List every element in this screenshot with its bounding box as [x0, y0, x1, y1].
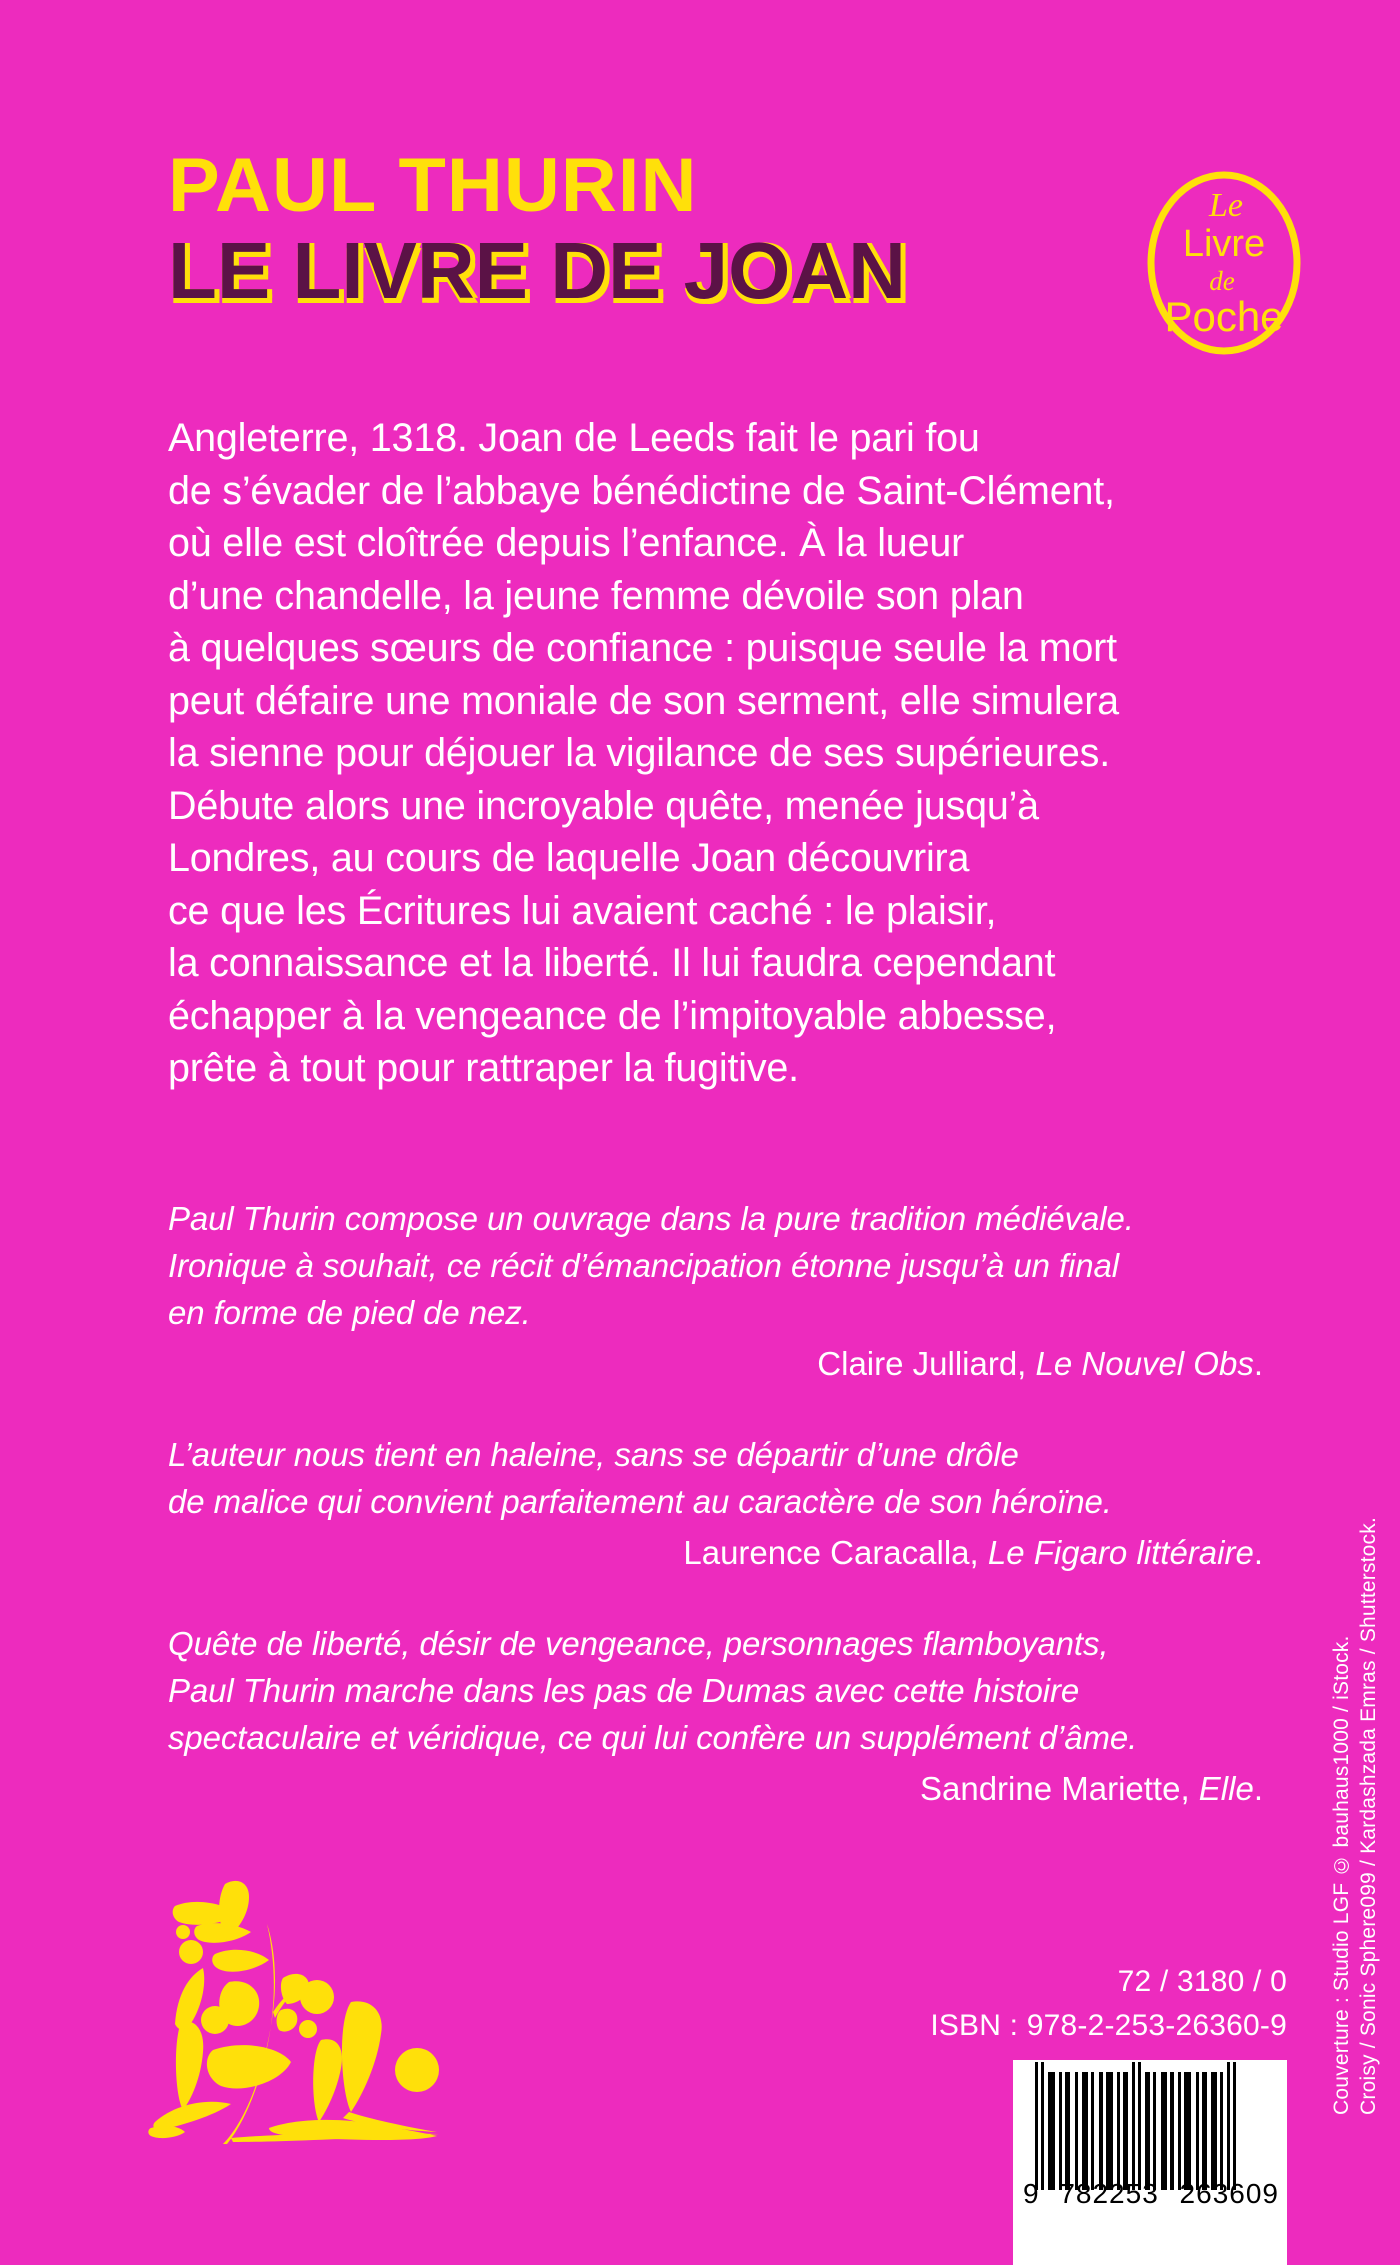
barcode [1013, 2060, 1287, 2265]
logo-line-poche: Poche [1164, 293, 1284, 340]
synopsis-line: de s’évader de l’abbaye bénédictine de Saint-Clément, [168, 468, 1115, 513]
quote-line: Quête de liberté, désir de vengeance, personnages flamboyants, [168, 1625, 1109, 1662]
quote-line: Paul Thurin compose un ouvrage dans la pure tradition médiévale. [168, 1200, 1134, 1237]
cover-header [168, 143, 1168, 315]
synopsis-line: Londres, au cours de laquelle Joan découvrira [168, 836, 970, 880]
quote-attribution [168, 1529, 1263, 1576]
quote-reviewer: Laurence Caracalla, [683, 1534, 988, 1571]
quote-line: de malice qui convient parfaitement au caractère de son héroïne. [168, 1483, 1112, 1520]
barcode-group-2: 263609 [1179, 2178, 1279, 2209]
press-quote [168, 1431, 1263, 1576]
quote-attr-trailing: . [1253, 1345, 1263, 1382]
press-quote [168, 1620, 1263, 1812]
floral-ornament-icon [145, 1872, 445, 2147]
quote-line: Paul Thurin marche dans les pas de Dumas avec cette histoire [168, 1672, 1080, 1709]
quote-line: spectaculaire et véridique, ce qui lui confère un supplément d’âme. [168, 1719, 1138, 1756]
quote-reviewer: Sandrine Mariette, [919, 1770, 1199, 1807]
price-code: 72 / 3180 / 0 [1117, 1965, 1287, 1998]
synopsis-line: prête à tout pour rattraper la fugitive. [168, 1046, 799, 1090]
barcode-group-1: 782253 [1059, 2178, 1159, 2209]
isbn-code: ISBN : 978-2-253-26360-9 [930, 2009, 1287, 2042]
synopsis-line: la sienne pour déjouer la vigilance de ses supérieures. [168, 731, 1110, 775]
press-quote [168, 1195, 1263, 1387]
synopsis-line: ce que les Écritures lui avaient caché : le plaisir, [168, 888, 997, 933]
quote-attribution [168, 1340, 1263, 1387]
code-block [930, 1960, 1287, 2048]
synopsis-line: où elle est cloîtrée depuis l’enfance. À la lueur [168, 521, 965, 565]
quote-attr-trailing: . [1253, 1534, 1263, 1571]
synopsis-line: à quelques sœurs de confiance : puisque seule la mort [168, 626, 1117, 670]
press-quotes [168, 1195, 1263, 1812]
barcode-digits [1023, 2178, 1279, 2210]
livre-de-poche-logo [1140, 168, 1308, 358]
quote-attribution [168, 1765, 1263, 1812]
credits-line-2: Croisy / Sonic Sphere099 / Kardashzada Emras / Shutterstock. [1357, 1517, 1380, 2115]
book-title: LE LIVRE DE JOAN [168, 225, 906, 315]
author-name: PAUL THURIN [168, 143, 698, 228]
quote-publication: Elle [1198, 1770, 1254, 1807]
cover-credits [1328, 1517, 1382, 2115]
barcode-bars [1035, 2072, 1271, 2190]
logo-line-livre: Livre [1182, 223, 1266, 265]
quote-attr-trailing: . [1253, 1770, 1263, 1807]
synopsis-line: échapper à la vengeance de l’impitoyable abbesse, [168, 993, 1057, 1038]
synopsis-line: peut défaire une moniale de son serment, elle simulera [168, 678, 1119, 723]
synopsis-line: Débute alors une incroyable quête, menée jusqu’à [168, 783, 1039, 828]
logo-line-de: de [1209, 266, 1235, 296]
synopsis-line: Angleterre, 1318. Joan de Leeds fait le pari fou [168, 416, 980, 460]
quote-reviewer: Claire Julliard, [817, 1345, 1036, 1382]
synopsis-line: d’une chandelle, la jeune femme dévoile son plan [168, 573, 1024, 618]
quote-line: Ironique à souhait, ce récit d’émancipation étonne jusqu’à un final [168, 1247, 1119, 1284]
quote-line: en forme de pied de nez. [168, 1294, 531, 1331]
credits-line-1: Couverture : Studio LGF © bauhaus1000 / iStock. [1330, 1635, 1353, 2115]
logo-line-le: Le [1209, 187, 1243, 224]
quote-publication: Le Nouvel Obs [1035, 1345, 1254, 1382]
quote-line: L’auteur nous tient en haleine, sans se départir d’une drôle [168, 1436, 1019, 1473]
quote-publication: Le Figaro littéraire [987, 1534, 1254, 1571]
synopsis-text [168, 412, 1248, 1095]
barcode-lead-digit: 9 [1023, 2178, 1039, 2209]
synopsis-line: la connaissance et la liberté. Il lui faudra cependant [168, 941, 1056, 985]
